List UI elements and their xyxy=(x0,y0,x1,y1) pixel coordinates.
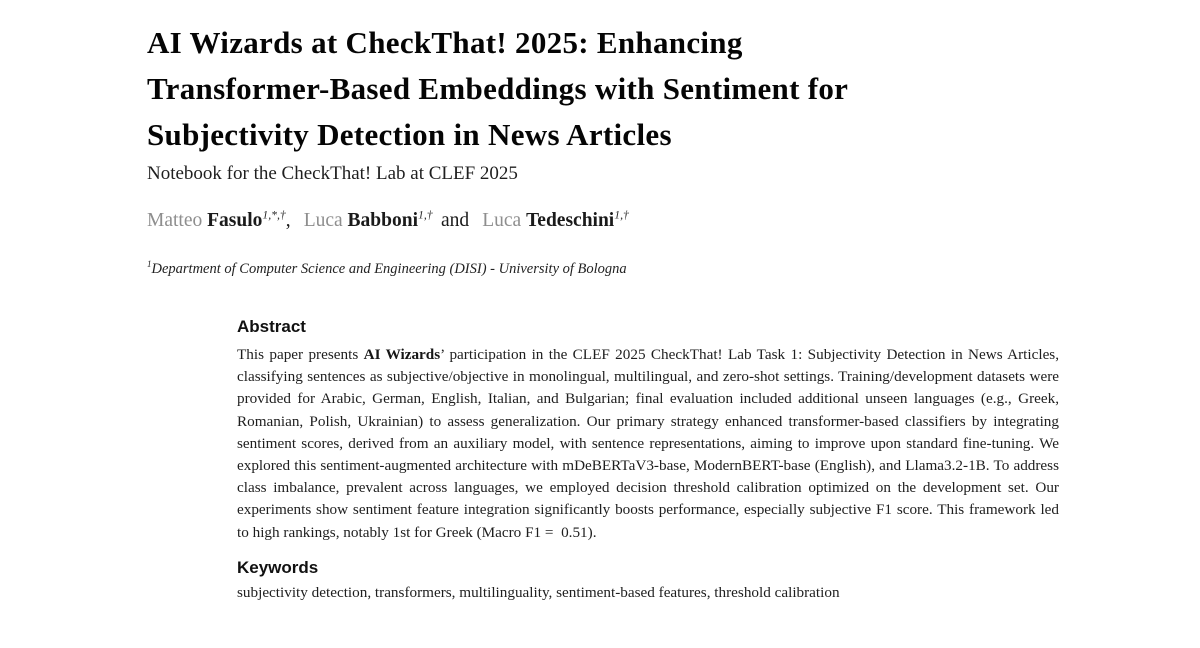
abstract-bold-phrase: AI Wizards xyxy=(363,346,441,363)
author-affiliation-marks: 1,† xyxy=(614,208,629,222)
paper-title-line: AI Wizards at CheckThat! 2025: Enhancing xyxy=(147,25,743,60)
affiliation xyxy=(147,260,1200,279)
abstract-body: ’ participation in the CLEF 2025 CheckThat! Lab Task 1: Subjectivity Detection in News Articles, classifying sentences as subjective/objective in monolingual, multilingual, and zero-shot settings. Training/development datasets were provided for Arabic, German, English, Italian, and Bulgarian; final evaluation included additional unseen languages (e.g., Greek, Romanian, Polish, Ukrainian) to assess generalization. Our primary strategy enhanced transformer-based classifiers by integrating sentiment scores, derived from an auxiliary model, with sentence representations, aiming to improve upon standard fine-tuning. We explored this sentiment-augmented architecture with mDeBERTaV3-base, ModernBERT-base (English), and Llama3.2-1B. To address class imbalance, prevalent across languages, we employed decision threshold calibration optimized on the development set. Our experiments show sentiment feature integration significantly boosts performance, especially subjective F1 score. This framework led to high rankings, notably 1st for Greek (Macro F1 = 0.51). xyxy=(237,346,1060,541)
author-family-name: Fasulo xyxy=(207,210,263,231)
author-luca-tedeschini xyxy=(482,210,629,231)
author-family-name: Tedeschini xyxy=(526,210,615,231)
abstract-text xyxy=(237,344,1059,544)
author-separator: , xyxy=(285,210,291,231)
keywords-text: subjectivity detection, transformers, multilinguality, sentiment-based features, threshold calibration xyxy=(237,583,840,601)
abstract-heading: Abstract xyxy=(237,317,306,336)
paper-title xyxy=(147,20,1200,158)
paper-title-line: Subjectivity Detection in News Articles xyxy=(147,117,672,152)
author-family-name: Babboni xyxy=(347,210,419,231)
author-given-name: Luca xyxy=(482,210,522,231)
author-given-name: Matteo xyxy=(147,210,203,231)
author-separator: and xyxy=(441,210,470,231)
author-luca-babboni xyxy=(304,210,478,231)
paper-subtitle: Notebook for the CheckThat! Lab at CLEF 2025 xyxy=(147,163,518,184)
author-given-name: Luca xyxy=(303,210,343,231)
paper-title-line: Transformer-Based Embeddings with Sentiment for xyxy=(147,71,849,106)
author-affiliation-marks: 1,*,† xyxy=(262,208,286,222)
affiliation-number: 1 xyxy=(147,259,152,270)
paper-header xyxy=(0,0,1200,279)
abstract-lead: This paper presents xyxy=(237,346,364,363)
author-list xyxy=(147,208,1200,234)
abstract-section xyxy=(237,316,1059,604)
keywords-heading: Keywords xyxy=(237,557,319,577)
author-affiliation-marks: 1,† xyxy=(418,208,433,222)
author-matteo-fasulo xyxy=(147,210,299,231)
affiliation-text: Department of Computer Science and Engineering (DISI) - University of Bologna xyxy=(151,261,627,277)
